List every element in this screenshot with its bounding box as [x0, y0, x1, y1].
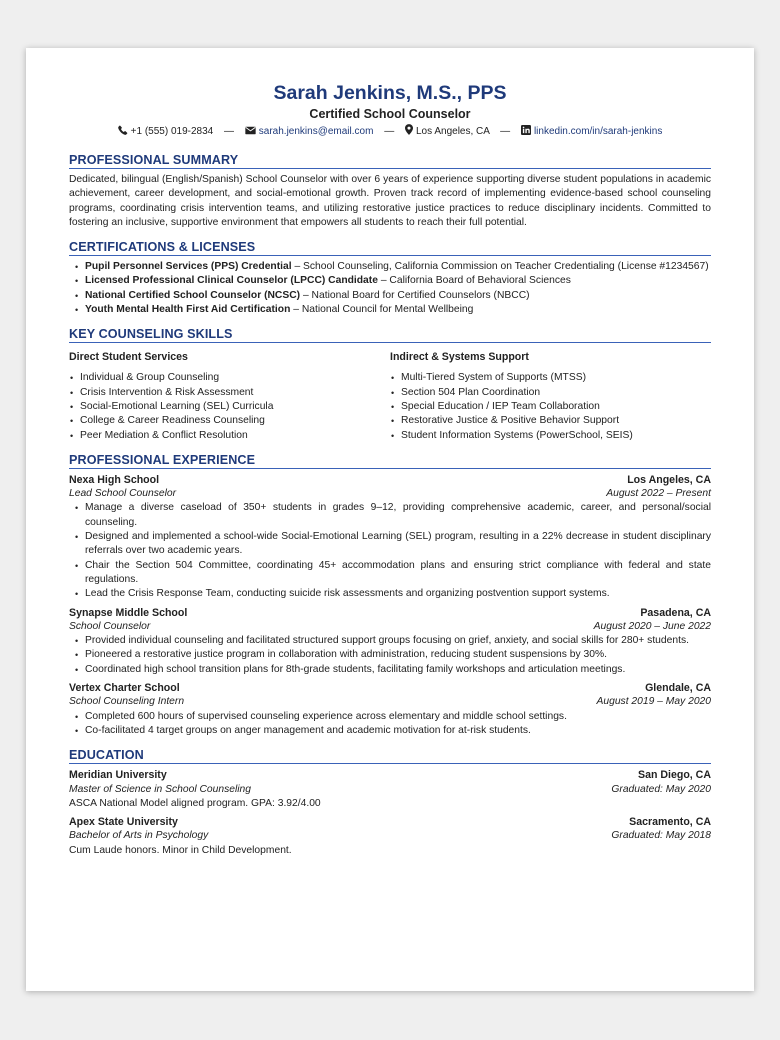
job-entry-nexa: [69, 473, 711, 602]
job-role: School Counselor: [69, 620, 151, 632]
contact-separator: —: [384, 126, 395, 137]
skill-item: • Student Information Systems (PowerSchool, SEIS): [390, 429, 711, 443]
certification-item: [69, 274, 711, 288]
skill-item: • Restorative Justice & Positive Behavior Support: [390, 414, 711, 428]
job-bullet: • Co-facilitated 4 target groups on anger management and academic motivation for at-risk students.: [69, 724, 711, 738]
job-header: [69, 473, 711, 487]
candidate-title: Certified School Counselor: [309, 107, 471, 121]
education-date: Graduated: May 2018: [611, 830, 711, 842]
job-dates: August 2019 – May 2020: [596, 696, 711, 708]
skills-column-indirect: [390, 347, 711, 442]
education-subheader: [69, 829, 711, 843]
job-bullets: [69, 634, 711, 677]
job-subheader: [69, 695, 711, 709]
education-location: Sacramento, CA: [629, 816, 711, 829]
skill-item: • Section 504 Plan Coordination: [390, 386, 711, 400]
skill-item: • College & Career Readiness Counseling: [69, 414, 390, 428]
job-header: [69, 681, 711, 695]
job-org: Nexa High School: [69, 473, 160, 486]
job-bullet: • Lead the Crisis Response Team, conducting suicide risk assessments and organizing postvention support systems.: [69, 587, 711, 601]
education-entry-apex: [69, 815, 711, 858]
education-header: [69, 768, 711, 782]
education-heading: EDUCATION: [69, 748, 711, 764]
education-header: [69, 815, 711, 829]
candidate-name: Sarah Jenkins, M.S., PPS: [273, 82, 507, 104]
contact-separator: —: [500, 126, 511, 137]
certification-item: [69, 303, 711, 317]
contact-separator: —: [224, 126, 234, 137]
summary-heading: PROFESSIONAL SUMMARY: [69, 153, 711, 169]
education-degree: Bachelor of Arts in Psychology: [69, 830, 209, 842]
education-degree: Master of Science in School Counseling: [69, 783, 252, 795]
education-school: Meridian University: [69, 769, 167, 782]
certification-detail: – National Council for Mental Wellbeing: [290, 304, 474, 316]
education-subheader: [69, 783, 711, 797]
job-subheader: [69, 620, 711, 634]
skill-item: • Multi-Tiered System of Supports (MTSS): [390, 371, 711, 385]
skills-column-direct: [69, 347, 390, 442]
job-dates: August 2020 – June 2022: [593, 620, 711, 632]
linkedin-icon: [521, 125, 531, 140]
contact-line: [69, 124, 711, 140]
education-school: Apex State University: [69, 816, 178, 829]
job-header: [69, 606, 711, 620]
skills-list: [390, 371, 711, 442]
job-bullet: • Provided individual counseling and facilitated structured support groups focusing on grief, anxiety, and social skills for 280+ students.: [69, 634, 711, 648]
job-bullets: [69, 710, 711, 739]
job-bullets: [69, 501, 711, 601]
resume-content: [69, 81, 711, 858]
education-note: ASCA National Model aligned program. GPA: 3.92/4.00: [69, 797, 321, 809]
job-location: Los Angeles, CA: [627, 473, 711, 486]
phone-icon: [118, 125, 128, 140]
skill-item: • Special Education / IEP Team Collaboration: [390, 400, 711, 414]
education-entry-meridian: [69, 768, 711, 811]
job-org: Synapse Middle School: [69, 606, 188, 619]
summary-text: Dedicated, bilingual (English/Spanish) School Counselor with over 6 years of experience supporting diverse student populations in academic achievement, career development, and social-emotional growth. Proven track record of implementing evidence-based school counseling programs, coordinating crisis intervention teams, and utilizing restorative justice practices to reduce disciplinary incidents. Committed to fostering an inclusive, supportive environment that empowers all students to reach their full potential.: [69, 174, 711, 228]
job-bullet: • Designed and implemented a school-wide Social-Emotional Learning (SEL) program, resulting in a 22% decrease in student disciplinary referrals over two academic years.: [69, 530, 711, 559]
experience-heading: PROFESSIONAL EXPERIENCE: [69, 453, 711, 469]
job-subheader: [69, 487, 711, 501]
linkedin-link[interactable]: linkedin.com/in/sarah-jenkins: [533, 126, 663, 137]
certification-item: [69, 260, 711, 274]
education-note: Cum Laude honors. Minor in Child Development.: [69, 844, 292, 856]
certification-title: Youth Mental Health First Aid Certification: [85, 304, 291, 316]
skill-item: • Individual & Group Counseling: [69, 371, 390, 385]
skill-item: • Social-Emotional Learning (SEL) Curricula: [69, 400, 390, 414]
location-pin-icon: [405, 124, 413, 140]
certification-item: [69, 289, 711, 303]
certification-detail: – California Board of Behavioral Sciences: [377, 275, 571, 287]
resume-page: [26, 48, 754, 991]
skills-grid: [69, 347, 711, 442]
skills-list: [69, 371, 390, 442]
certification-title: Pupil Personnel Services (PPS) Credential: [85, 261, 292, 273]
job-bullet: • Coordinated high school transition plans for 8th-grade students, facilitating family workshops and articulation meetings.: [69, 663, 711, 677]
job-entry-vertex: [69, 681, 711, 738]
certification-detail: – National Board for Certified Counselors (NBCC): [300, 289, 530, 301]
skills-column-title: Direct Student Services: [69, 351, 188, 364]
job-bullet: • Manage a diverse caseload of 350+ students in grades 9–12, providing comprehensive academic, career, and personal/social counseling.: [69, 501, 711, 530]
education-date: Graduated: May 2020: [611, 783, 711, 795]
job-role: Lead School Counselor: [69, 488, 177, 500]
job-bullet: • Completed 600 hours of supervised counseling experience across elementary and middle school settings.: [69, 710, 711, 724]
education-location: San Diego, CA: [638, 769, 711, 782]
job-entry-synapse: [69, 606, 711, 677]
certifications-list: [69, 260, 711, 317]
certification-title: Licensed Professional Clinical Counselor (LPCC) Candidate: [85, 275, 378, 287]
job-bullet: • Chair the Section 504 Committee, coordinating 45+ accommodation plans and ensuring strict compliance with federal and state regulations.: [69, 559, 711, 588]
certification-detail: – School Counseling, California Commission on Teacher Credentialing (License #1234567): [291, 261, 709, 273]
skill-item: • Peer Mediation & Conflict Resolution: [69, 429, 390, 443]
job-location: Glendale, CA: [645, 682, 711, 695]
email-link[interactable]: sarah.jenkins@email.com: [258, 126, 374, 137]
certification-title: National Certified School Counselor (NCSC): [85, 289, 301, 301]
job-role: School Counseling Intern: [69, 696, 185, 708]
job-org: Vertex Charter School: [69, 682, 180, 695]
location-text: Los Angeles, CA: [415, 126, 490, 137]
skill-item: • Crisis Intervention & Risk Assessment: [69, 386, 390, 400]
email-icon: [245, 126, 256, 140]
job-location: Pasadena, CA: [640, 606, 711, 619]
certifications-heading: CERTIFICATIONS & LICENSES: [69, 240, 711, 256]
job-bullet: • Pioneered a restorative justice program in collaboration with administration, reducing student suspensions by 30%.: [69, 648, 711, 662]
skills-heading: KEY COUNSELING SKILLS: [69, 327, 711, 343]
skills-column-title: Indirect & Systems Support: [390, 351, 529, 364]
phone-text: +1 (555) 019-2834: [130, 126, 214, 137]
job-dates: August 2022 – Present: [606, 488, 711, 500]
